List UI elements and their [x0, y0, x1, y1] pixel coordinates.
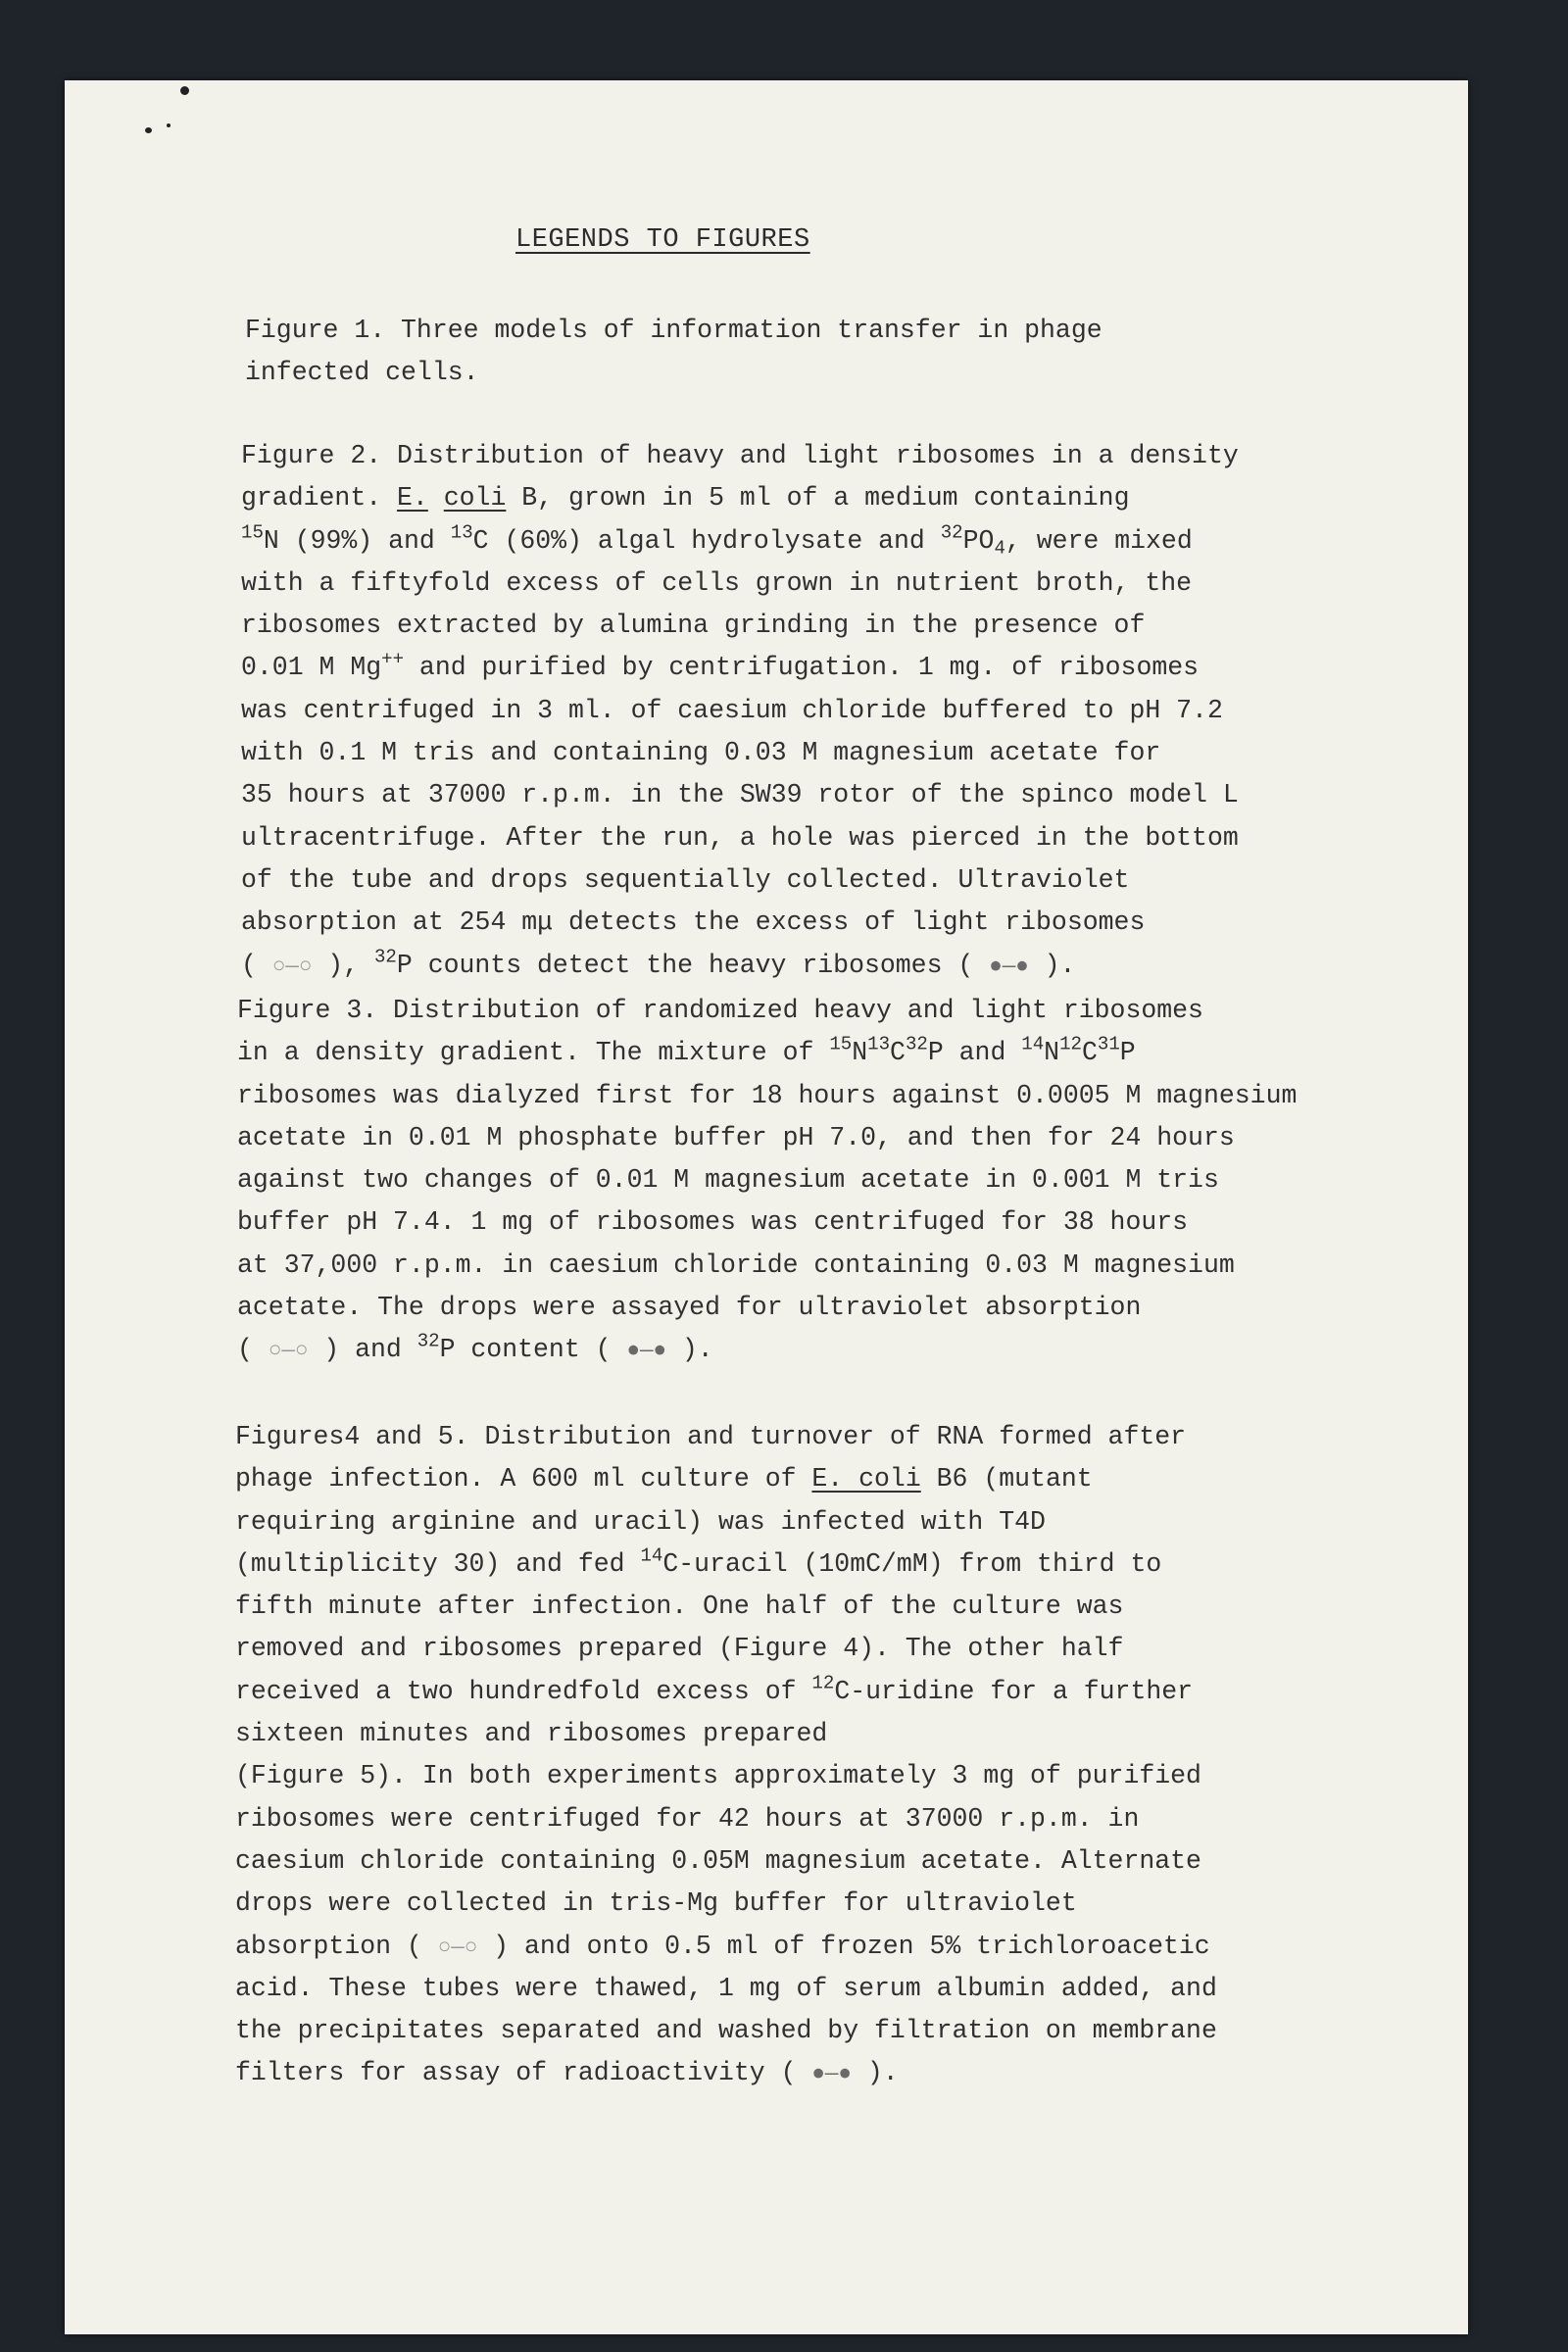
open-circle-symbol: ○—○ — [437, 1934, 478, 1960]
isotope-superscript: 31 — [1097, 1033, 1120, 1055]
text-line: fifth minute after infection. One half of the culture was — [235, 1592, 1124, 1622]
text-run: and purified by centrifugation. 1 mg. of ribosomes — [404, 653, 1200, 683]
text-line — [237, 1329, 1297, 1371]
figure-3-legend — [237, 990, 1297, 1372]
open-circle-symbol: ○—○ — [271, 953, 313, 979]
text-line: infected cells. — [245, 358, 479, 388]
isotope-superscript: 32 — [373, 946, 397, 968]
text-line: was centrifuged in 3 ml. of caesium chloride buffered to pH 7.2 — [241, 695, 1223, 725]
isotope-superscript: 15 — [241, 521, 264, 544]
isotope-superscript: 14 — [1021, 1033, 1045, 1055]
text-run: gradient. — [241, 483, 398, 514]
text-line: Figure 2. Distribution of heavy and light ribosomes in a density — [241, 441, 1239, 470]
text-run: ( — [241, 950, 272, 980]
text-run: 0.01 M Mg — [241, 653, 382, 683]
isotope-superscript: 14 — [640, 1544, 663, 1567]
text-line: at 37,000 r.p.m. in caesium chloride containing 0.03 M magnesium — [237, 1250, 1235, 1280]
text-run: absorption ( — [235, 1931, 438, 1961]
text-line: ribosomes were centrifuged for 42 hours at 37000 r.p.m. in — [235, 1803, 1140, 1834]
text-line — [235, 1458, 1217, 1500]
document-page — [65, 80, 1468, 2334]
text-run: C-uridine for a further — [834, 1676, 1194, 1706]
text-run: in a density gradient. The mixture of — [237, 1038, 830, 1068]
text-line: acetate in 0.01 M phosphate buffer pH 7.0, and then for 24 hours — [237, 1122, 1235, 1152]
text-run: ). — [1028, 950, 1076, 980]
text-run: C — [1081, 1038, 1098, 1068]
charge-superscript: ++ — [381, 649, 405, 670]
species-name: E. coli — [811, 1464, 921, 1494]
text-line: drops were collected in tris-Mg buffer for ultraviolet — [235, 1888, 1077, 1919]
text-line: requiring arginine and uracil) was infected with T4D — [235, 1506, 1046, 1537]
subscript: 4 — [994, 537, 1005, 560]
text-run: N (99%) and — [263, 525, 451, 556]
text-line: (Figure 5). In both experiments approximately 3 mg of purified — [235, 1761, 1201, 1791]
text-line: ribosomes was dialyzed first for 18 hours against 0.0005 M magnesium — [237, 1080, 1298, 1110]
text-line — [235, 2052, 1217, 2094]
text-run: C (60%) algal hydrolysate and — [472, 525, 941, 556]
text-line: with 0.1 M tris and containing 0.03 M magnesium acetate for — [241, 738, 1161, 768]
text-line — [241, 477, 1239, 519]
text-run: N — [852, 1038, 868, 1068]
isotope-superscript: 12 — [1059, 1033, 1082, 1055]
text-run: P and — [927, 1038, 1022, 1068]
figures-4-5-legend — [235, 1416, 1217, 2095]
text-line: absorption at 254 mμ detects the excess of light ribosomes — [241, 907, 1146, 938]
text-line: against two changes of 0.01 M magnesium acetate in 0.001 M tris — [237, 1165, 1219, 1196]
text-line: buffer pH 7.4. 1 mg of ribosomes was centrifuged for 38 hours — [237, 1207, 1189, 1238]
text-line: caesium chloride containing 0.05M magnesium acetate. Alternate — [235, 1845, 1201, 1876]
text-line — [241, 945, 1239, 987]
isotope-superscript: 32 — [940, 521, 963, 544]
isotope-superscript: 13 — [450, 521, 473, 544]
isotope-superscript: 13 — [867, 1033, 891, 1055]
text-run: P — [1119, 1038, 1136, 1068]
text-run: ), — [312, 950, 374, 980]
open-circle-symbol: ○—○ — [268, 1338, 309, 1364]
ink-speck — [167, 123, 171, 127]
text-line: the precipitates separated and washed by filtration on membrane — [235, 2016, 1217, 2046]
figure-2-legend — [241, 435, 1239, 987]
isotope-superscript: 12 — [811, 1672, 835, 1694]
page-title: LEGENDS TO FIGURES — [515, 225, 810, 255]
text-run: received a two hundredfold excess of — [235, 1676, 812, 1706]
text-line — [235, 1926, 1217, 1968]
text-run: (multiplicity 30) and fed — [235, 1548, 641, 1579]
text-run: filters for assay of radioactivity ( — [235, 2058, 812, 2088]
text-run: C — [890, 1038, 906, 1068]
text-run: P counts detect the heavy ribosomes ( — [396, 950, 990, 980]
text-line: Figures4 and 5. Distribution and turnover of RNA formed after — [235, 1422, 1187, 1451]
text-line: ultracentrifuge. After the run, a hole was pierced in the bottom — [241, 822, 1239, 853]
text-run: PO — [962, 525, 995, 556]
isotope-superscript: 32 — [416, 1330, 440, 1352]
isotope-superscript: 32 — [905, 1033, 928, 1055]
text-line: Figure 3. Distribution of randomized heavy and light ribosomes — [237, 996, 1203, 1025]
text-line: acid. These tubes were thawed, 1 mg of serum albumin added, and — [235, 1973, 1217, 2003]
solid-circle-symbol: ●—● — [811, 2061, 852, 2087]
text-line: 35 hours at 37000 r.p.m. in the SW39 rotor of the spinco model L — [241, 780, 1239, 810]
text-run: ). — [665, 1335, 713, 1365]
text-run: , were mixed — [1004, 525, 1193, 556]
text-line — [237, 1032, 1297, 1074]
text-run: phage infection. A 600 ml culture of — [235, 1464, 812, 1494]
text-run: P content ( — [439, 1335, 627, 1365]
text-line — [241, 520, 1239, 563]
text-line — [241, 647, 1239, 689]
text-run: ). — [851, 2058, 899, 2088]
text-line: Figure 1. Three models of information transfer in phage — [245, 316, 1102, 345]
isotope-superscript: 15 — [829, 1033, 853, 1055]
text-line: with a fiftyfold excess of cells grown in nutrient broth, the — [241, 567, 1193, 598]
solid-circle-symbol: ●—● — [989, 953, 1029, 979]
ink-speck — [180, 86, 189, 95]
text-line: ribosomes extracted by alumina grinding in the presence of — [241, 611, 1146, 641]
text-run: ( — [237, 1335, 269, 1365]
solid-circle-symbol: ●—● — [626, 1338, 666, 1364]
text-run: ) and onto 0.5 ml of frozen 5% trichloroacetic — [477, 1931, 1210, 1961]
text-run: N — [1044, 1038, 1060, 1068]
text-run — [428, 483, 444, 513]
species-genus: E. — [397, 483, 428, 514]
text-line — [235, 1671, 1217, 1713]
text-line: sixteen minutes and ribosomes prepared — [235, 1719, 828, 1749]
ink-speck — [145, 127, 152, 133]
text-line: acetate. The drops were assayed for ultraviolet absorption — [237, 1293, 1142, 1323]
species-name: coli — [443, 483, 507, 514]
text-line — [235, 1544, 1217, 1586]
text-run: ) and — [308, 1335, 417, 1365]
text-run: B, grown in 5 ml of a medium containing — [506, 483, 1130, 514]
text-line: of the tube and drops sequentially collected. Ultraviolet — [241, 864, 1130, 895]
text-run: B6 (mutant — [920, 1464, 1093, 1494]
figure-1-legend — [245, 310, 1102, 395]
text-line: removed and ribosomes prepared (Figure 4). The other half — [235, 1634, 1124, 1664]
text-run: C-uracil (10mC/mM) from third to — [662, 1548, 1162, 1579]
